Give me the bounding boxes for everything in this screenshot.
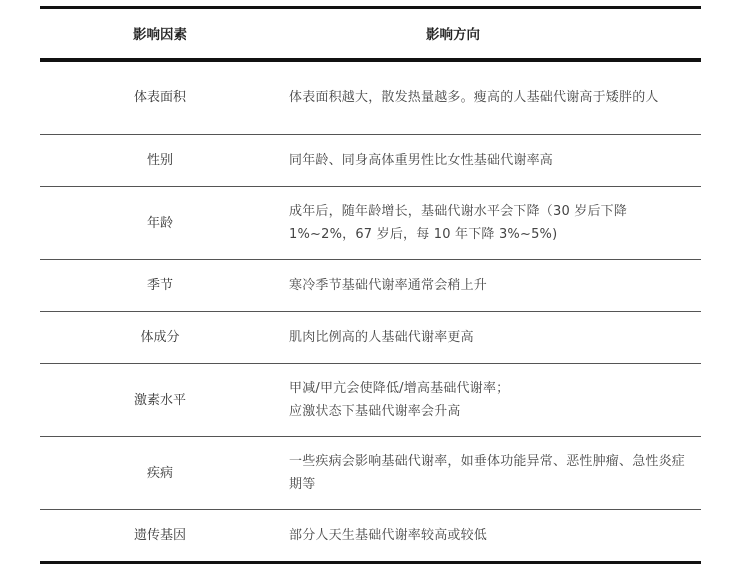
row-direction-cell: 寒冷季节基础代谢率通常会稍上升 bbox=[280, 260, 701, 312]
metabolism-factor-table bbox=[40, 6, 701, 564]
header-direction: 影响方向 bbox=[280, 8, 701, 60]
row-factor-cell: 年龄 bbox=[40, 187, 280, 260]
row-factor-cell: 遗传基因 bbox=[40, 510, 280, 563]
row-direction-cell: 成年后，随年龄增长，基础代谢水平会下降（30 岁后下降 1%~2%，67 岁后，每 10 年下降 3%~5%) bbox=[280, 187, 701, 260]
header-factor: 影响因素 bbox=[40, 8, 280, 60]
row-factor-cell: 季节 bbox=[40, 260, 280, 312]
row-factor-cell: 疾病 bbox=[40, 437, 280, 510]
row-direction-cell: 体表面积越大，散发热量越多。瘦高的人基础代谢高于矮胖的人 bbox=[280, 60, 701, 135]
row-direction-cell: 部分人天生基础代谢率较高或较低 bbox=[280, 510, 701, 563]
row-factor-cell: 激素水平 bbox=[40, 364, 280, 437]
row-factor-cell: 性别 bbox=[40, 135, 280, 187]
row-direction-cell: 同年龄、同身高体重男性比女性基础代谢率高 bbox=[280, 135, 701, 187]
row-factor-cell: 体表面积 bbox=[40, 60, 280, 135]
direction-line-2: 应激状态下基础代谢率会升高 bbox=[289, 404, 461, 419]
table-row bbox=[40, 312, 701, 364]
row-direction-cell: 一些疾病会影响基础代谢率，如垂体功能异常、恶性肿瘤、急性炎症期等 bbox=[280, 437, 701, 510]
table-row bbox=[40, 60, 701, 135]
table-row bbox=[40, 364, 701, 437]
factor-table-container bbox=[40, 6, 701, 564]
direction-line-1: 甲减/甲亢会使降低/增高基础代谢率； bbox=[289, 381, 510, 396]
table-row bbox=[40, 135, 701, 187]
row-direction-cell: 肌肉比例高的人基础代谢率更高 bbox=[280, 312, 701, 364]
table-row bbox=[40, 510, 701, 563]
row-factor-cell: 体成分 bbox=[40, 312, 280, 364]
table-row bbox=[40, 260, 701, 312]
row-direction-cell bbox=[280, 364, 701, 437]
table-row bbox=[40, 187, 701, 260]
table-header-row bbox=[40, 8, 701, 60]
table-row bbox=[40, 437, 701, 510]
